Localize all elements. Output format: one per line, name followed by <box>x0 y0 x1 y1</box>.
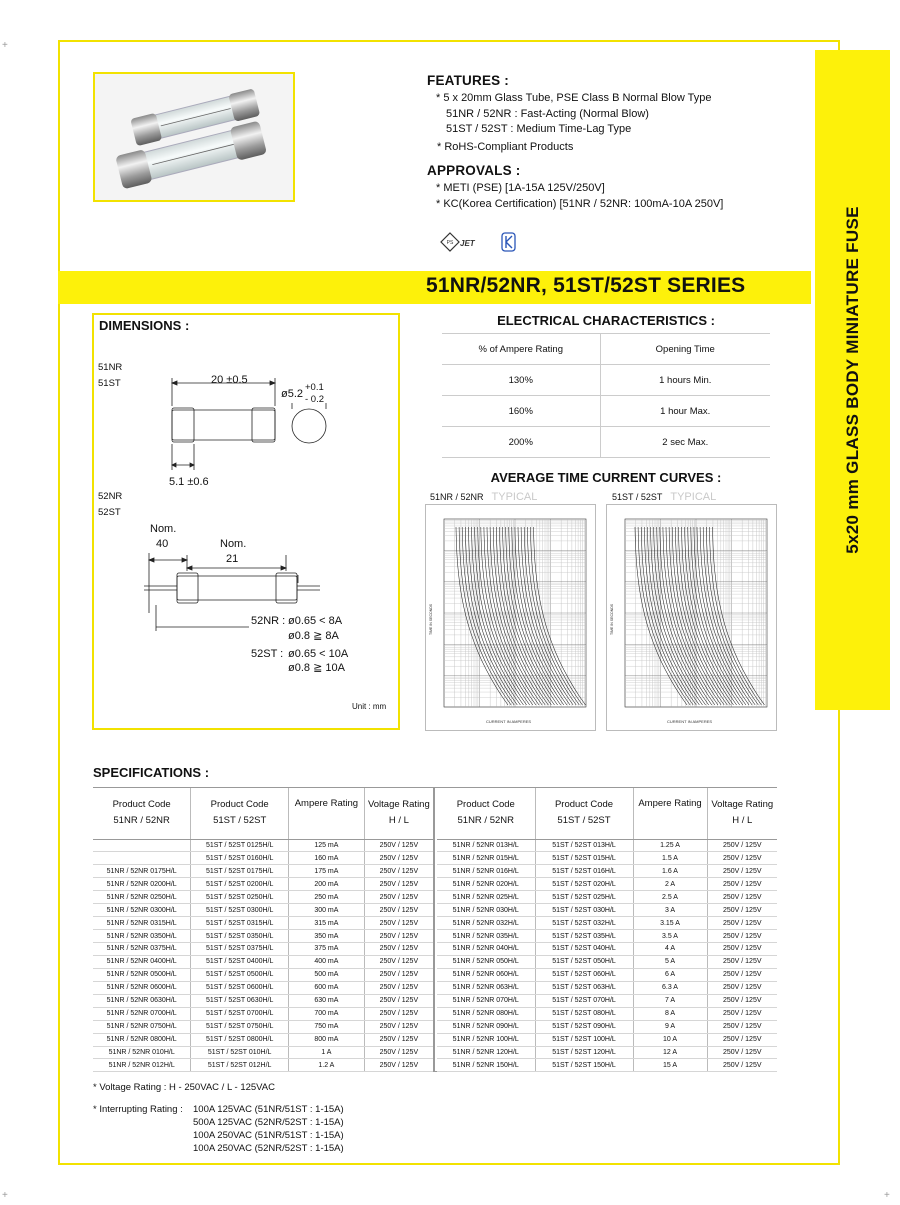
spec-cell: 51ST / 52ST 0630H/L <box>191 994 289 1007</box>
spec-header <box>191 788 289 839</box>
dim-cap: 5.1 ±0.6 <box>169 476 209 488</box>
table-row <box>93 968 434 981</box>
spec-cell <box>93 839 191 852</box>
table-row <box>442 365 770 396</box>
spec-cell: 51NR / 52NR 070H/L <box>437 994 535 1007</box>
spec-cell: 51ST / 52ST 150H/L <box>535 1059 633 1072</box>
table-row <box>93 1007 434 1020</box>
spec-cell: 250V / 125V <box>707 930 777 943</box>
side-title-text: 5x20 mm GLASS BODY MINIATURE FUSE <box>842 206 862 554</box>
table-row <box>437 917 777 930</box>
table-row <box>93 852 434 865</box>
spec-header-sub: 51NR / 52NR <box>457 815 514 827</box>
spec-cell: 51NR / 52NR 150H/L <box>437 1059 535 1072</box>
table-row <box>437 968 777 981</box>
svg-text:PS: PS <box>446 240 454 246</box>
certification-logos <box>440 232 520 252</box>
spec-header-sub: 51NR / 52NR <box>113 815 170 827</box>
spec-cell: 51NR / 52NR 0350H/L <box>93 930 191 943</box>
table-row <box>442 334 770 365</box>
spec-cell: 300 mA <box>289 904 365 917</box>
spec-cell: 51NR / 52NR 0315H/L <box>93 917 191 930</box>
spec-cell: 250V / 125V <box>707 1007 777 1020</box>
product-photo <box>93 72 295 202</box>
spec-cell: 250V / 125V <box>707 891 777 904</box>
spec-cell: 3 A <box>633 904 707 917</box>
spec-cell: 1 A <box>289 1046 365 1059</box>
spec-cell: 51NR / 52NR 100H/L <box>437 1033 535 1046</box>
dim-model-label: 51NR <box>98 362 123 373</box>
dim-nom-left: Nom. <box>150 523 177 535</box>
table-row <box>437 904 777 917</box>
spec-cell: 51NR / 52NR 030H/L <box>437 904 535 917</box>
spec-cell: 250V / 125V <box>707 994 777 1007</box>
table-header-row <box>437 788 777 839</box>
spec-cell: 6.3 A <box>633 981 707 994</box>
spec-cell: 51ST / 52ST 070H/L <box>535 994 633 1007</box>
table-row <box>93 904 434 917</box>
spec-cell: 250V / 125V <box>364 878 434 891</box>
spec-cell: 250V / 125V <box>364 917 434 930</box>
spec-cell: 1.6 A <box>633 865 707 878</box>
spec-cell: 51ST / 52ST 0400H/L <box>191 955 289 968</box>
spec-cell: 3.15 A <box>633 917 707 930</box>
spec-table-left-body <box>93 839 434 1072</box>
spec-cell: 250V / 125V <box>707 1046 777 1059</box>
spec-cell: 51NR / 52NR 0375H/L <box>93 943 191 956</box>
table-row <box>442 396 770 427</box>
table-row <box>93 1046 434 1059</box>
electrical-title: ELECTRICAL CHARACTERISTICS : <box>497 313 715 328</box>
spec-cell: 51NR / 52NR 063H/L <box>437 981 535 994</box>
spec-cell: 51NR / 52NR 0630H/L <box>93 994 191 1007</box>
spec-cell: 175 mA <box>289 865 365 878</box>
spec-table-left <box>93 788 435 1072</box>
ec-cell: 1 hours Min. <box>600 365 770 396</box>
spec-cell: 51ST / 52ST 090H/L <box>535 1020 633 1033</box>
interrupting-label: * Interrupting Rating : <box>93 1104 183 1115</box>
spec-cell <box>93 852 191 865</box>
table-row <box>93 1059 434 1072</box>
spec-cell: 51NR / 52NR 012H/L <box>93 1059 191 1072</box>
table-header-row <box>93 788 434 839</box>
registration-mark-icon: + <box>2 40 8 51</box>
spec-cell: 51NR / 52NR 0600H/L <box>93 981 191 994</box>
spec-cell: 51ST / 52ST 032H/L <box>535 917 633 930</box>
spec-cell: 51NR / 52NR 032H/L <box>437 917 535 930</box>
spec-cell: 250V / 125V <box>364 839 434 852</box>
spec-header-text: Voltage Rating <box>711 799 774 811</box>
spec-cell: 51ST / 52ST 013H/L <box>535 839 633 852</box>
spec-cell: 51NR / 52NR 0400H/L <box>93 955 191 968</box>
dim-st-label: 52ST : <box>251 648 284 660</box>
curve-caption-left-text: 51NR / 52NR <box>430 492 484 502</box>
spec-cell: 1.5 A <box>633 852 707 865</box>
spec-cell: 51ST / 52ST 0300H/L <box>191 904 289 917</box>
spec-cell: 250V / 125V <box>707 839 777 852</box>
table-row <box>442 427 770 458</box>
spec-cell: 51ST / 52ST 050H/L <box>535 955 633 968</box>
dim-nom-right-value: 21 <box>226 553 239 565</box>
spec-cell: 51NR / 52NR 010H/L <box>93 1046 191 1059</box>
spec-header <box>707 788 777 839</box>
curve-caption-right-text: 51ST / 52ST <box>612 492 663 502</box>
spec-cell: 10 A <box>633 1033 707 1046</box>
table-row <box>93 878 434 891</box>
table-row <box>437 891 777 904</box>
approvals-title: APPROVALS : <box>427 163 521 178</box>
spec-header-text: Voltage Rating <box>367 799 430 811</box>
spec-cell: 51NR / 52NR 0750H/L <box>93 1020 191 1033</box>
spec-cell: 7 A <box>633 994 707 1007</box>
spec-cell: 250V / 125V <box>364 904 434 917</box>
spec-cell: 12 A <box>633 1046 707 1059</box>
spec-cell: 250V / 125V <box>707 981 777 994</box>
ec-cell: 160% <box>442 396 600 427</box>
spec-cell: 4 A <box>633 943 707 956</box>
feature-line: 51NR / 52NR : Fast-Acting (Normal Blow) <box>446 108 649 120</box>
spec-cell: 51ST / 52ST 016H/L <box>535 865 633 878</box>
spec-header-sub: 51ST / 52ST <box>213 815 267 827</box>
spec-header-text: Product Code <box>554 799 614 811</box>
spec-header <box>289 788 365 839</box>
spec-cell: 51ST / 52ST 0175H/L <box>191 865 289 878</box>
series-title: 51NR/52NR, 51ST/52ST SERIES <box>426 274 746 297</box>
dim-model-label: 51ST <box>98 378 121 389</box>
spec-cell: 2 A <box>633 878 707 891</box>
spec-cell: 51ST / 52ST 080H/L <box>535 1007 633 1020</box>
spec-cell: 51ST / 52ST 100H/L <box>535 1033 633 1046</box>
table-row <box>93 917 434 930</box>
curve-chart-right-svg <box>607 505 778 732</box>
specifications-title: SPECIFICATIONS : <box>93 765 210 780</box>
dim-model-label: 52NR <box>98 491 123 502</box>
spec-cell: 51NR / 52NR 040H/L <box>437 943 535 956</box>
spec-cell: 250V / 125V <box>707 904 777 917</box>
table-row <box>93 981 434 994</box>
table-row <box>93 839 434 852</box>
table-row <box>93 994 434 1007</box>
spec-cell: 51ST / 52ST 040H/L <box>535 943 633 956</box>
typical-label: TYPICAL <box>670 491 717 503</box>
dim-nom-right: Nom. <box>220 538 247 550</box>
spec-cell: 250V / 125V <box>364 994 434 1007</box>
spec-cell: 250 mA <box>289 891 365 904</box>
interrupting-line: 500A 125VAC (52NR/52ST : 1-15A) <box>193 1117 344 1128</box>
registration-mark-icon: + <box>884 1190 890 1201</box>
table-row <box>437 1033 777 1046</box>
curve-chart-left-svg <box>426 505 597 732</box>
registration-mark-icon: + <box>2 1190 8 1201</box>
spec-cell: 51ST / 52ST 0160H/L <box>191 852 289 865</box>
spec-cell: 51NR / 52NR 0700H/L <box>93 1007 191 1020</box>
spec-cell: 51NR / 52NR 016H/L <box>437 865 535 878</box>
spec-cell: 250V / 125V <box>707 1033 777 1046</box>
spec-cell: 315 mA <box>289 917 365 930</box>
ec-cell: 2 sec Max. <box>600 427 770 458</box>
curve-chart-left <box>425 504 596 731</box>
spec-cell: 6 A <box>633 968 707 981</box>
spec-cell: 51ST / 52ST 0700H/L <box>191 1007 289 1020</box>
x-axis-label: CURRENT IN AMPERES <box>486 719 532 724</box>
spec-cell: 51ST / 52ST 0200H/L <box>191 878 289 891</box>
spec-header <box>364 788 434 839</box>
spec-cell: 250V / 125V <box>364 930 434 943</box>
spec-header-text: Product Code <box>210 799 269 811</box>
spec-cell: 51ST / 52ST 120H/L <box>535 1046 633 1059</box>
ec-cell: 200% <box>442 427 600 458</box>
spec-cell: 250V / 125V <box>364 1046 434 1059</box>
curve-caption-right <box>612 491 716 503</box>
spec-cell: 51NR / 52NR 015H/L <box>437 852 535 865</box>
dim-diameter: ø5.2 <box>281 388 304 400</box>
dim-tol-minus: - 0.2 <box>305 394 325 405</box>
spec-cell: 800 mA <box>289 1033 365 1046</box>
spec-cell: 250V / 125V <box>364 1033 434 1046</box>
spec-cell: 250V / 125V <box>707 1020 777 1033</box>
spec-cell: 51ST / 52ST 0125H/L <box>191 839 289 852</box>
spec-cell: 125 mA <box>289 839 365 852</box>
spec-cell: 250V / 125V <box>707 1059 777 1072</box>
table-row <box>93 930 434 943</box>
ec-cell: 130% <box>442 365 600 396</box>
spec-header-text: Product Code <box>456 799 515 811</box>
spec-cell: 200 mA <box>289 878 365 891</box>
spec-cell: 8 A <box>633 1007 707 1020</box>
spec-cell: 250V / 125V <box>364 981 434 994</box>
spec-cell: 51NR / 52NR 0300H/L <box>93 904 191 917</box>
spec-header-sub: H / L <box>732 815 753 827</box>
spec-cell: 51ST / 52ST 0315H/L <box>191 917 289 930</box>
pse-logo-icon <box>440 232 520 252</box>
spec-cell: 51NR / 52NR 0500H/L <box>93 968 191 981</box>
spec-table-right <box>437 788 777 1072</box>
spec-cell: 51ST / 52ST 063H/L <box>535 981 633 994</box>
spec-cell: 700 mA <box>289 1007 365 1020</box>
spec-header <box>437 788 535 839</box>
table-row <box>437 839 777 852</box>
table-row <box>437 943 777 956</box>
spec-cell: 1.2 A <box>289 1059 365 1072</box>
kc-logo-icon <box>502 233 515 251</box>
electrical-table <box>442 333 770 458</box>
spec-cell: 51ST / 52ST 025H/L <box>535 891 633 904</box>
spec-cell: 250V / 125V <box>707 865 777 878</box>
spec-cell: 51ST / 52ST 035H/L <box>535 930 633 943</box>
table-row <box>93 1020 434 1033</box>
spec-cell: 250V / 125V <box>707 917 777 930</box>
dim-st-line: ø0.8 ≧ 10A <box>288 662 345 674</box>
feature-line: * RoHS-Compliant Products <box>437 141 574 153</box>
spec-cell: 51NR / 52NR 050H/L <box>437 955 535 968</box>
spec-cell: 51NR / 52NR 120H/L <box>437 1046 535 1059</box>
spec-cell: 51NR / 52NR 020H/L <box>437 878 535 891</box>
spec-header-text: Product Code <box>112 799 171 811</box>
spec-header <box>535 788 633 839</box>
table-row <box>437 1007 777 1020</box>
spec-cell: 250V / 125V <box>707 852 777 865</box>
spec-cell: 250V / 125V <box>707 955 777 968</box>
spec-header-text: Ampere Rating <box>294 798 359 809</box>
interrupting-line: 100A 250VAC (51NR/51ST : 1-15A) <box>193 1130 344 1141</box>
spec-cell: 51NR / 52NR 090H/L <box>437 1020 535 1033</box>
spec-cell: 630 mA <box>289 994 365 1007</box>
spec-cell: 250V / 125V <box>364 943 434 956</box>
table-row <box>437 878 777 891</box>
table-row <box>437 865 777 878</box>
spec-header <box>633 788 707 839</box>
table-row <box>93 891 434 904</box>
approval-line: * METI (PSE) [1A-15A 125V/250V] <box>436 182 605 194</box>
dim-model-label: 52ST <box>98 507 121 518</box>
dim-nr-label: 52NR : <box>251 615 286 627</box>
spec-cell: 51NR / 52NR 013H/L <box>437 839 535 852</box>
table-row <box>93 865 434 878</box>
spec-cell: 51NR / 52NR 0250H/L <box>93 891 191 904</box>
spec-cell: 51ST / 52ST 0250H/L <box>191 891 289 904</box>
table-row <box>93 1033 434 1046</box>
table-row <box>437 1020 777 1033</box>
spec-cell: 51ST / 52ST 020H/L <box>535 878 633 891</box>
fuse-photo-illustration <box>95 74 295 202</box>
spec-table-right-body <box>437 839 777 1072</box>
spec-header-text: Ampere Rating <box>638 798 702 809</box>
spec-cell: 400 mA <box>289 955 365 968</box>
spec-cell: 5 A <box>633 955 707 968</box>
spec-cell: 3.5 A <box>633 930 707 943</box>
table-row <box>437 981 777 994</box>
spec-cell: 250V / 125V <box>364 1007 434 1020</box>
curve-caption-left <box>430 491 537 503</box>
spec-cell: 51NR / 52NR 0800H/L <box>93 1033 191 1046</box>
table-row <box>437 930 777 943</box>
spec-header-sub: H / L <box>388 815 409 827</box>
spec-cell: 51ST / 52ST 015H/L <box>535 852 633 865</box>
curve-chart-right <box>606 504 777 731</box>
spec-cell: 250V / 125V <box>364 968 434 981</box>
curves-title: AVERAGE TIME CURRENT CURVES : <box>490 470 722 485</box>
spec-cell: 250V / 125V <box>364 891 434 904</box>
specifications-table <box>93 787 777 1072</box>
spec-cell: 250V / 125V <box>707 943 777 956</box>
table-row <box>437 955 777 968</box>
spec-cell: 250V / 125V <box>364 1020 434 1033</box>
spec-cell: 51NR / 52NR 080H/L <box>437 1007 535 1020</box>
spec-cell: 51NR / 52NR 0200H/L <box>93 878 191 891</box>
spec-cell: 51NR / 52NR 0175H/L <box>93 865 191 878</box>
spec-cell: 600 mA <box>289 981 365 994</box>
table-row <box>93 943 434 956</box>
x-axis-label: CURRENT IN AMPERES <box>667 719 713 724</box>
dim-st-line: ø0.65 < 10A <box>288 648 349 660</box>
spec-header <box>93 788 191 839</box>
interrupting-line: 100A 125VAC (51NR/51ST : 1-15A) <box>193 1104 344 1115</box>
spec-cell: 51ST / 52ST 0800H/L <box>191 1033 289 1046</box>
table-row <box>437 1046 777 1059</box>
y-axis-label: TIME IN SECONDS <box>429 603 433 635</box>
table-row <box>93 955 434 968</box>
table-row <box>437 852 777 865</box>
dim-nr-line: ø0.8 ≧ 8A <box>288 630 339 642</box>
dim-nom-left-value: 40 <box>156 538 169 550</box>
features-title: FEATURES : <box>427 73 509 88</box>
dim-nr-line: ø0.65 < 8A <box>288 615 343 627</box>
spec-cell: 250V / 125V <box>364 865 434 878</box>
spec-cell: 160 mA <box>289 852 365 865</box>
table-row <box>437 1059 777 1072</box>
spec-cell: 51ST / 52ST 0500H/L <box>191 968 289 981</box>
spec-cell: 250V / 125V <box>364 955 434 968</box>
side-title <box>815 50 890 710</box>
spec-cell: 51ST / 52ST 010H/L <box>191 1046 289 1059</box>
spec-cell: 250V / 125V <box>364 852 434 865</box>
spec-cell: 250V / 125V <box>364 1059 434 1072</box>
dim-length: 20 ±0.5 <box>211 374 248 386</box>
spec-cell: 51ST / 52ST 012H/L <box>191 1059 289 1072</box>
ec-header: Opening Time <box>600 334 770 365</box>
spec-cell: 51NR / 52NR 060H/L <box>437 968 535 981</box>
dim-unit: Unit : mm <box>352 702 387 711</box>
spec-cell: 51ST / 52ST 0750H/L <box>191 1020 289 1033</box>
spec-cell: 51NR / 52NR 035H/L <box>437 930 535 943</box>
dim-tol-plus: +0.1 <box>305 382 324 393</box>
spec-cell: 9 A <box>633 1020 707 1033</box>
spec-cell: 51ST / 52ST 0350H/L <box>191 930 289 943</box>
voltage-note: * Voltage Rating : H - 250VAC / L - 125VAC <box>93 1082 276 1093</box>
spec-cell: 250V / 125V <box>707 968 777 981</box>
y-axis-label: TIME IN SECONDS <box>610 603 614 635</box>
jet-logo-text: JET <box>460 239 475 248</box>
spec-cell: 51ST / 52ST 0600H/L <box>191 981 289 994</box>
approval-line: * KC(Korea Certification) [51NR / 52NR: 100mA-10A 250V] <box>436 198 724 210</box>
spec-header-sub: 51ST / 52ST <box>557 815 611 827</box>
spec-cell: 15 A <box>633 1059 707 1072</box>
spec-cell: 500 mA <box>289 968 365 981</box>
spec-cell: 51ST / 52ST 0375H/L <box>191 943 289 956</box>
feature-line: * 5 x 20mm Glass Tube, PSE Class B Normal Blow Type <box>436 92 712 104</box>
spec-cell: 2.5 A <box>633 891 707 904</box>
ec-header: % of Ampere Rating <box>442 334 600 365</box>
table-row <box>437 994 777 1007</box>
spec-cell: 51NR / 52NR 025H/L <box>437 891 535 904</box>
interrupting-line: 100A 250VAC (52NR/52ST : 1-15A) <box>193 1143 344 1154</box>
spec-cell: 250V / 125V <box>707 878 777 891</box>
ec-cell: 1 hour Max. <box>600 396 770 427</box>
dimensions-title: DIMENSIONS : <box>99 318 190 333</box>
spec-cell: 51ST / 52ST 030H/L <box>535 904 633 917</box>
spec-cell: 750 mA <box>289 1020 365 1033</box>
spec-cell: 350 mA <box>289 930 365 943</box>
typical-label: TYPICAL <box>491 491 538 503</box>
spec-cell: 51ST / 52ST 060H/L <box>535 968 633 981</box>
spec-cell: 375 mA <box>289 943 365 956</box>
feature-line: 51ST / 52ST : Medium Time-Lag Type <box>446 123 632 135</box>
spec-cell: 1.25 A <box>633 839 707 852</box>
